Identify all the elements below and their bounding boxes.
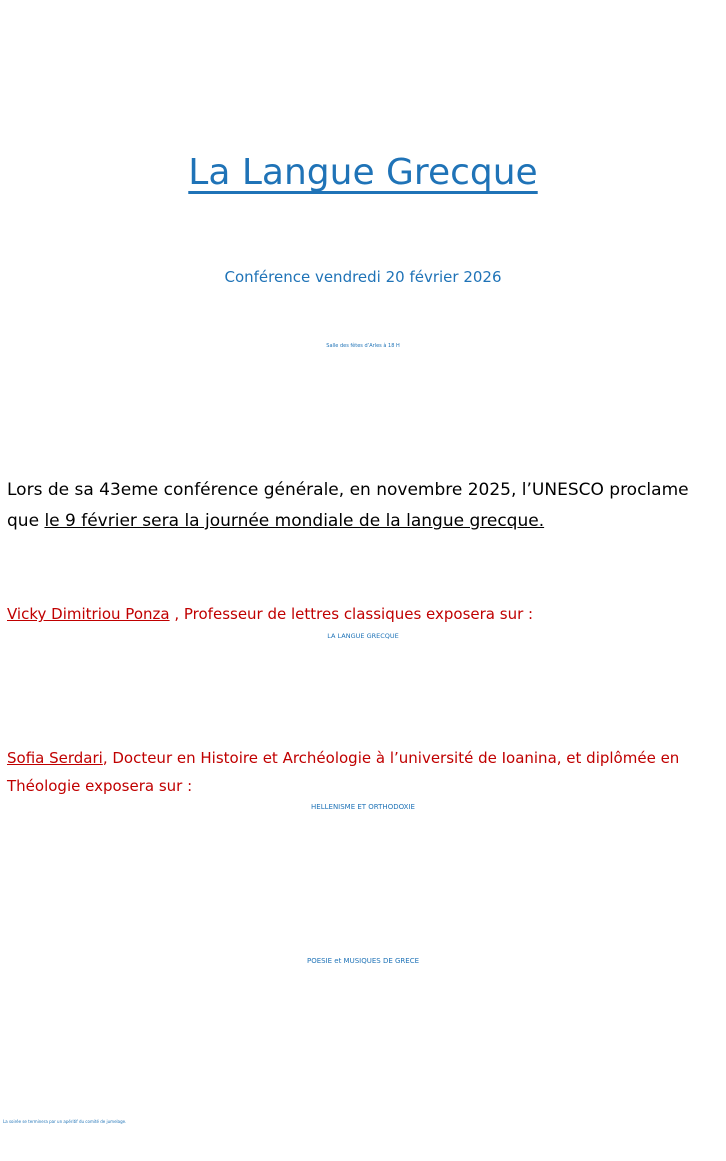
conference-date: Conférence vendredi 20 février 2026 (224, 268, 502, 286)
speaker-1-description: , Professeur de lettres classiques exposera sur : (169, 605, 534, 623)
speaker-2-name: Sofia Serdari (7, 749, 103, 767)
unesco-paragraph-line-2 (7, 511, 723, 531)
speaker-1-name: Vicky Dimitriou Ponza (7, 605, 170, 623)
speaker-2-intro-line-2: Théologie exposera sur : (7, 777, 193, 795)
unesco-paragraph-line-1: Lors de sa 43eme conférence générale, en novembre 2025, l’UNESCO proclame (7, 480, 689, 500)
speaker-2-topic: HELLENISME ET ORTHODOXIE (311, 803, 415, 811)
speaker-2-intro-line-1 (7, 749, 723, 767)
followup-topic: POESIE et MUSIQUES DE GRECE (306, 957, 420, 965)
unesco-highlight: le 9 février sera la journée mondiale de la langue grecque. (44, 511, 545, 531)
speaker-2-description: , Docteur en Histoire et Archéologie à l’université de Ioanina, et diplômée en (102, 749, 680, 767)
unesco-prefix: que (7, 511, 45, 531)
page-title: La Langue Grecque (188, 152, 538, 193)
speaker-1-topic (0, 632, 726, 640)
closing-line: La soirée se terminera par un apéritif du comité de jumelage. (3, 1119, 127, 1124)
speaker-1-intro (7, 605, 723, 623)
speaker-1-topic-main: LA LANGUE GRECQUE (327, 632, 399, 640)
conference-venue: Salle des fêtes d’Arles à 18 H (326, 343, 400, 349)
